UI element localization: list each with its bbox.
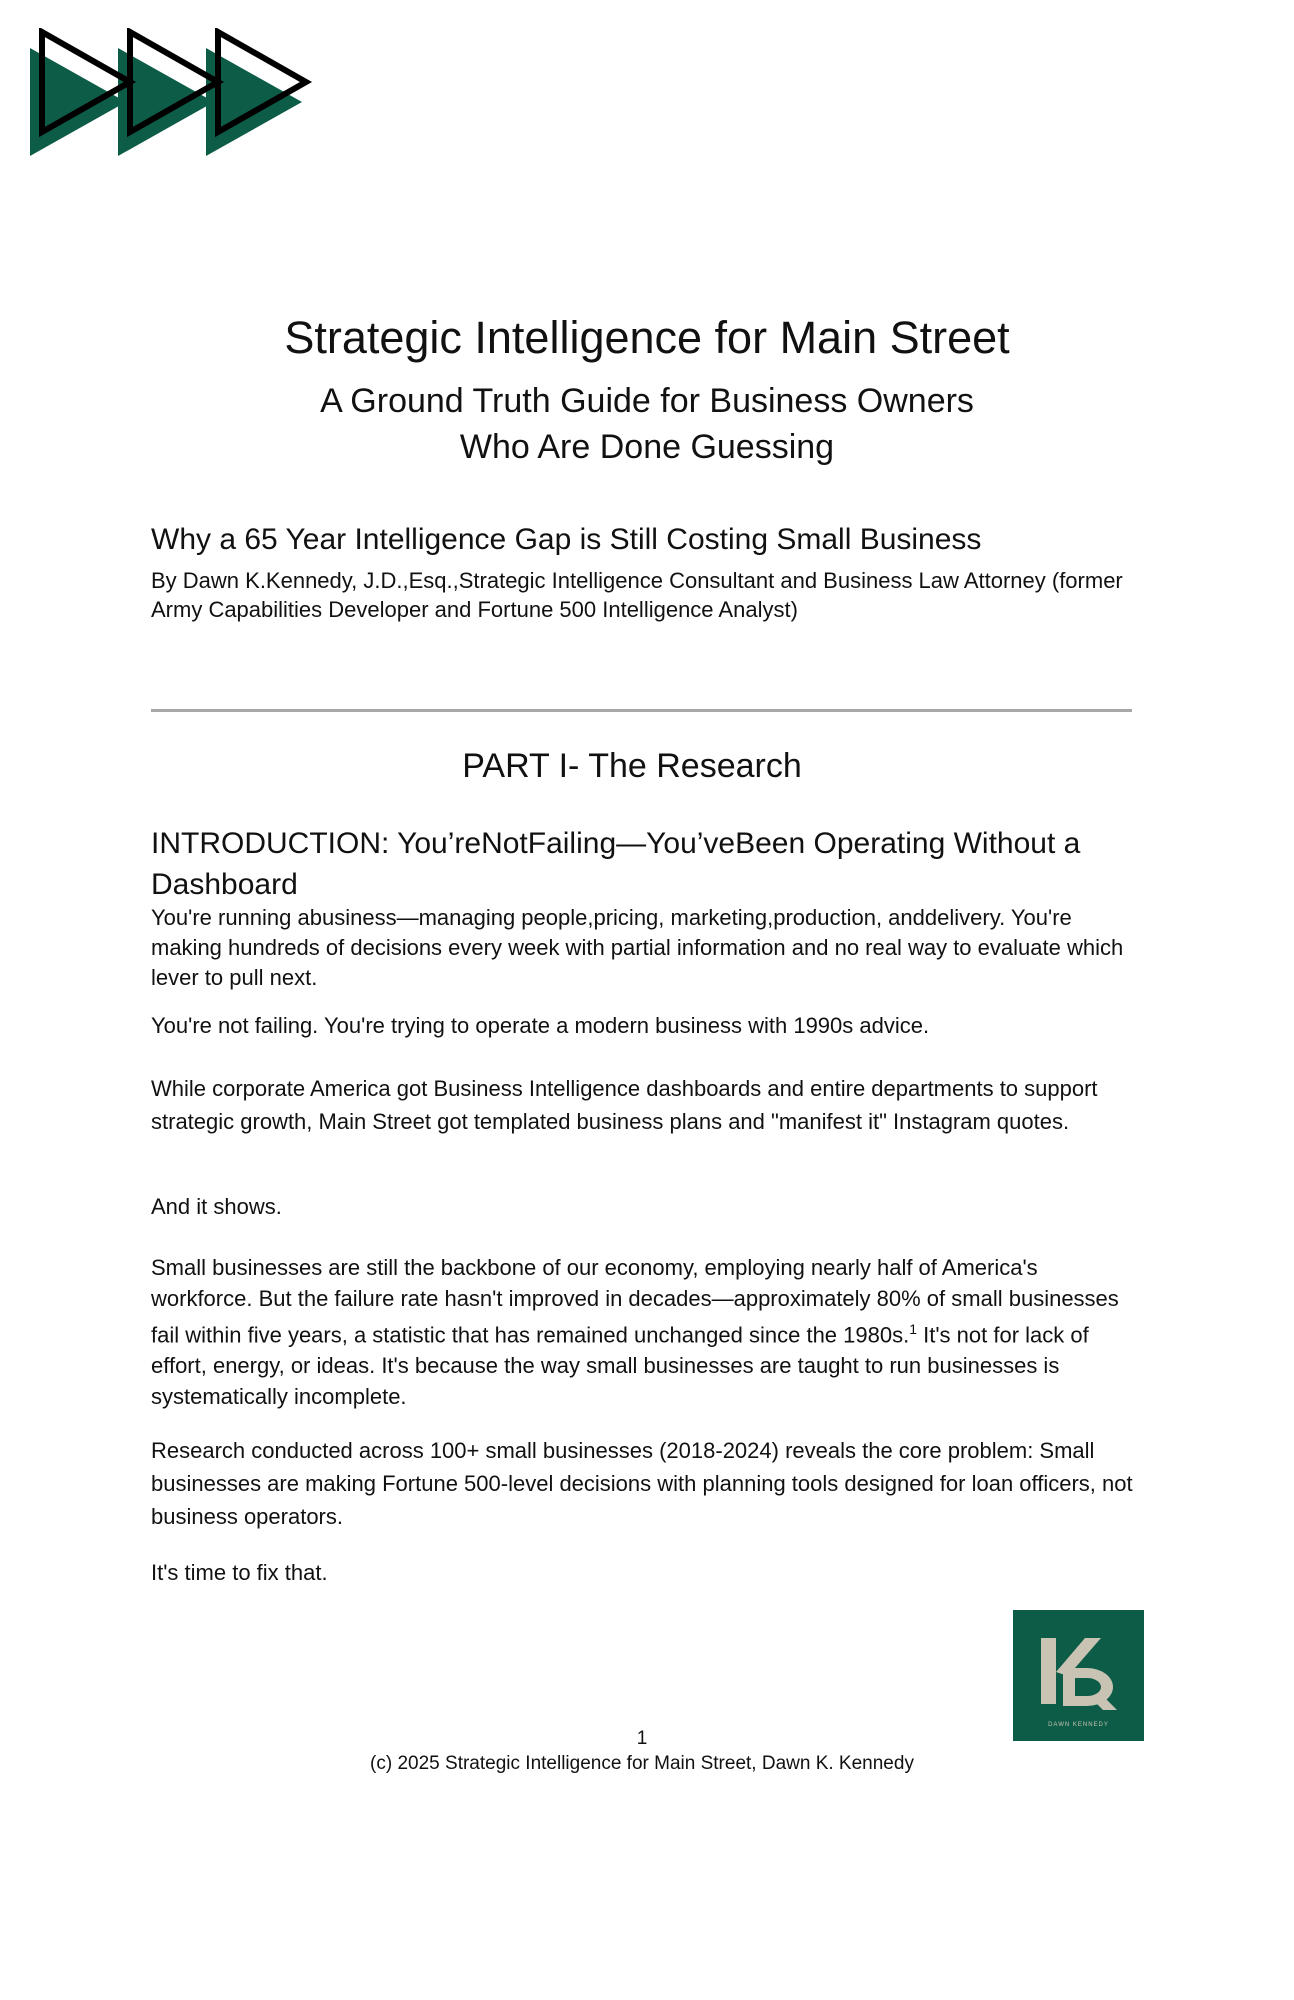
- document-title: Strategic Intelligence for Main Street: [284, 312, 1010, 363]
- subtitle-line-2: Who Are Done Guessing: [459, 428, 835, 466]
- footnote-marker[interactable]: 1: [909, 1321, 918, 1337]
- subtitle-line-1: A Ground Truth Guide for Business Owners: [320, 382, 974, 420]
- section-heading: Why a 65 Year Intelligence Gap is Still Costing Small Business: [151, 523, 982, 556]
- divider-rule: [151, 709, 1132, 712]
- triple-play-arrows-icon: [26, 28, 316, 162]
- part-title: PART I- The Research: [462, 747, 802, 785]
- paragraph-5: [151, 1252, 1141, 1412]
- paragraph-3: While corporate America got Business Intelligence dashboards and entire departments to support strategic growth, Main Street got templated business plans and "manifest it" Instagram quotes.: [151, 1076, 1098, 1134]
- document-subtitle: [0, 378, 1294, 470]
- introduction-heading: INTRODUCTION: You’reNotFailing—You’veBeen Operating Without a Dashboard: [151, 827, 1081, 901]
- badge-caption: DAWN KENNEDY: [1048, 1722, 1109, 1728]
- kd-monogram-logo-icon: [1013, 1610, 1144, 1741]
- kd-badge: [1013, 1610, 1144, 1741]
- paragraph-5-text-a: Small businesses are still the backbone of our economy, employing nearly half of America's workforce. But the failure rate hasn't improved in decades—approximately 80% of small businesses fail within five years, a statistic that has remained unchanged since the 1980s.: [151, 1255, 1119, 1348]
- paragraph-5-text-b: It's not for lack of effort, energy, or ideas. It's because the way small businesses are taught to run businesses is systematically incomplete.: [151, 1322, 1089, 1410]
- paragraph-1: You're running abusiness—managing people,pricing, marketing,production, anddelivery. You're making hundreds of decisions every week with partial information and no real way to evaluate which lever to pull next.: [151, 905, 1124, 990]
- paragraph-4: And it shows.: [151, 1194, 282, 1219]
- paragraph-6: Research conducted across 100+ small businesses (2018-2024) reveals the core problem: Small businesses are making Fortune 500-level decisions with planning tools designed for loan officers, not business operators.: [151, 1438, 1133, 1529]
- paragraph-7: It's time to fix that.: [151, 1560, 328, 1585]
- author-byline: By Dawn K.Kennedy, J.D.,Esq.,Strategic Intelligence Consultant and Business Law Attorney (former Army Capabilities Developer and Fortune 500 Intelligence Analyst): [151, 568, 1123, 622]
- copyright-footer: (c) 2025 Strategic Intelligence for Main Street, Dawn K. Kennedy: [370, 1753, 914, 1774]
- paragraph-2: You're not failing. You're trying to operate a modern business with 1990s advice.: [151, 1013, 930, 1038]
- page-number: 1: [636, 1728, 648, 1749]
